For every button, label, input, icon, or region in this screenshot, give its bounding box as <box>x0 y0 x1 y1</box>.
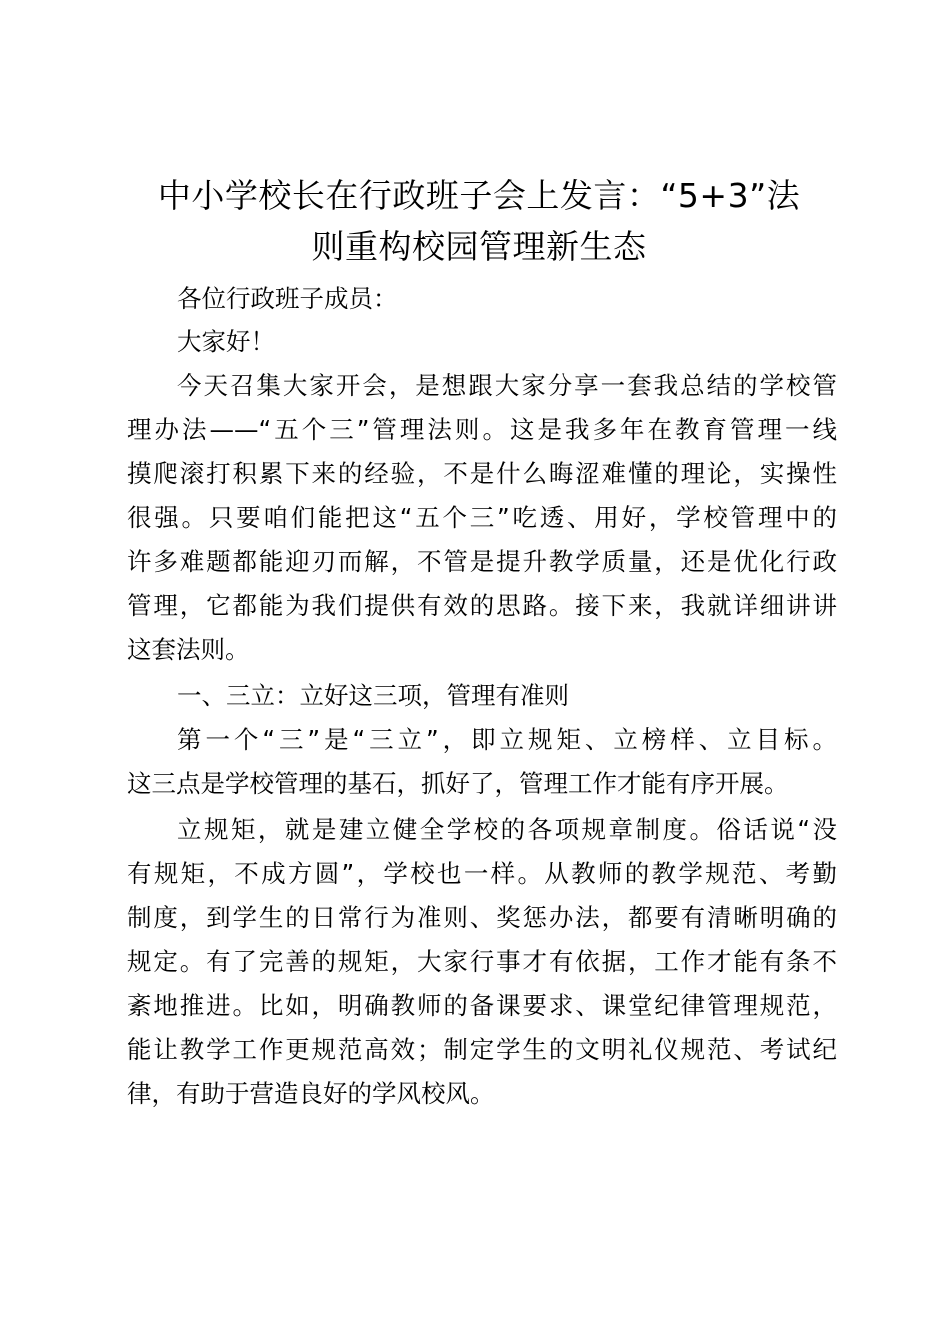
paragraph-line: 今天召集大家开会，是想跟大家分享一套我总结的学校管 <box>177 371 837 400</box>
paragraph-line: 立规矩，就是建立健全学校的各项规章制度。俗话说“没 <box>177 815 837 844</box>
paragraph-line: 管理，它都能为我们提供有效的思路。接下来，我就详细讲讲 <box>127 591 837 620</box>
paragraph-line: 这三点是学校管理的基石，抓好了，管理工作才能有序开展。 <box>127 769 789 798</box>
paragraph-line: 许多难题都能迎刃而解，不管是提升教学质量，还是优化行政 <box>127 547 837 576</box>
paragraph-line: 第一个“三”是“三立”，即立规矩、立榜样、立目标。 <box>177 725 837 754</box>
document-title-line-1: 中小学校长在行政班子会上发言：“5+3”法 <box>157 176 801 215</box>
paragraph-line: 摸爬滚打积累下来的经验，不是什么晦涩难懂的理论，实操性 <box>127 459 837 488</box>
document-title-line-2: 则重构校园管理新生态 <box>311 227 647 266</box>
paragraph-line: 有规矩，不成方圆”，学校也一样。从教师的教学规范、考勤 <box>127 859 837 888</box>
paragraph-line: 制度，到学生的日常行为准则、奖惩办法，都要有清晰明确的 <box>127 903 837 932</box>
paragraph-line: 理办法——“五个三”管理法则。这是我多年在教育管理一线 <box>127 415 837 444</box>
paragraph-line: 规定。有了完善的规矩，大家行事才有依据，工作才能有条不 <box>127 947 837 976</box>
paragraph-line: 能让教学工作更规范高效；制定学生的文明礼仪规范、考试纪 <box>127 1035 837 1064</box>
paragraph-line: 紊地推进。比如，明确教师的备课要求、课堂纪律管理规范， <box>127 991 837 1020</box>
paragraph-line: 很强。只要咱们能把这“五个三”吃透、用好，学校管理中的 <box>127 503 837 532</box>
salutation: 各位行政班子成员： <box>177 284 398 313</box>
paragraph-line: 这套法则。 <box>127 635 250 664</box>
greeting: 大家好！ <box>177 327 275 356</box>
paragraph-line: 律，有助于营造良好的学风校风。 <box>127 1079 495 1108</box>
section-heading: 一、三立：立好这三项，管理有准则 <box>177 681 569 710</box>
